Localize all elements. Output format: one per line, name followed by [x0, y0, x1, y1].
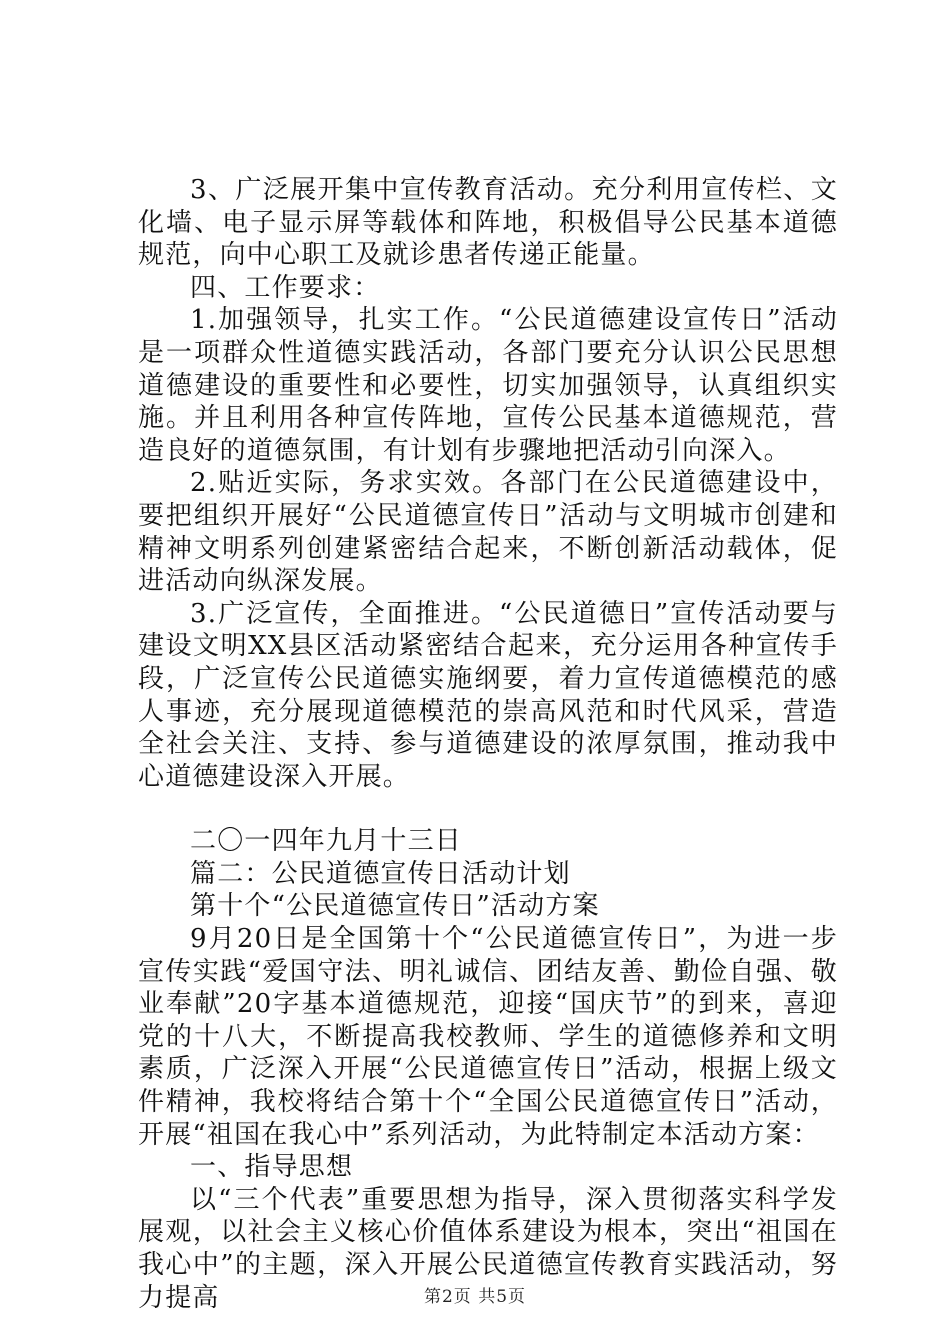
document-body	[138, 174, 838, 1314]
paragraph-guiding-thought: 以“三个代表”重要思想为指导，深入贯彻落实科学发展观，以社会主义核心价值体系建设为根本，突出“祖国在我心中”的主题，深入开展公民道德宣传教育实践活动，努力提高	[138, 1184, 838, 1313]
document-date: 二〇一四年九月十三日	[190, 826, 463, 857]
paragraph-intro: 9月20日是全国第十个“公民道德宣传日”，为进一步宣传实践“爱国守法、明礼诚信、团结友善、勤俭自强、敬业奉献”20字基本道德规范，迎接“国庆节”的到来，喜迎党的十八大，不断提高我校教师、学生的道德修养和文明素质，广泛深入开展“公民道德宣传日”活动，根据上级文件精神，我校将结合第十个“全国公民道德宣传日”活动，开展“祖国在我心中”系列活动，为此特制定本活动方案：	[138, 924, 838, 1150]
paragraph-requirement-2: 2.贴近实际，务求实效。各部门在公民道德建设中，要把组织开展好“公民道德宣传日”活动与文明城市创建和精神文明系列创建紧密结合起来，不断创新活动载体，促进活动向纵深发展。	[138, 468, 838, 597]
paragraph-publicity-activity: 3、广泛展开集中宣传教育活动。充分利用宣传栏、文化墙、电子显示屏等载体和阵地，积极倡导公民基本道德规范，向中心职工及就诊患者传递正能量。	[138, 175, 838, 271]
heading-work-requirements: 四、工作要求：	[190, 272, 381, 303]
section-heading: 篇二：公民道德宣传日活动计划	[190, 858, 571, 889]
paragraph-requirement-1: 1.加强领导，扎实工作。“公民道德建设宣传日”活动是一项群众性道德实践活动，各部门要充分认识公民思想道德建设的重要性和必要性，切实加强领导，认真组织实施。并且利用各种宣传阵地，宣传公民基本道德规范，营造良好的道德氛围，有计划有步骤地把活动引向深入。	[138, 305, 838, 466]
blank-line	[138, 793, 838, 825]
paragraph-requirement-3: 3.广泛宣传，全面推进。“公民道德日”宣传活动要与建设文明XX县区活动紧密结合起来，充分运用各种宣传手段，广泛宣传公民道德实施纲要，着力宣传道德模范的感人事迹，充分展现道德模范的崇高风范和时代风采，营造全社会关注、支持、参与道德建设的浓厚氛围，推动我中心道德建设深入开展。	[138, 598, 838, 792]
heading-guiding-thought: 一、指导思想	[190, 1152, 354, 1183]
page-number-footer: 第2页 共5页	[423, 1287, 527, 1307]
plan-title: 第十个“公民道德宣传日”活动方案	[190, 891, 600, 922]
